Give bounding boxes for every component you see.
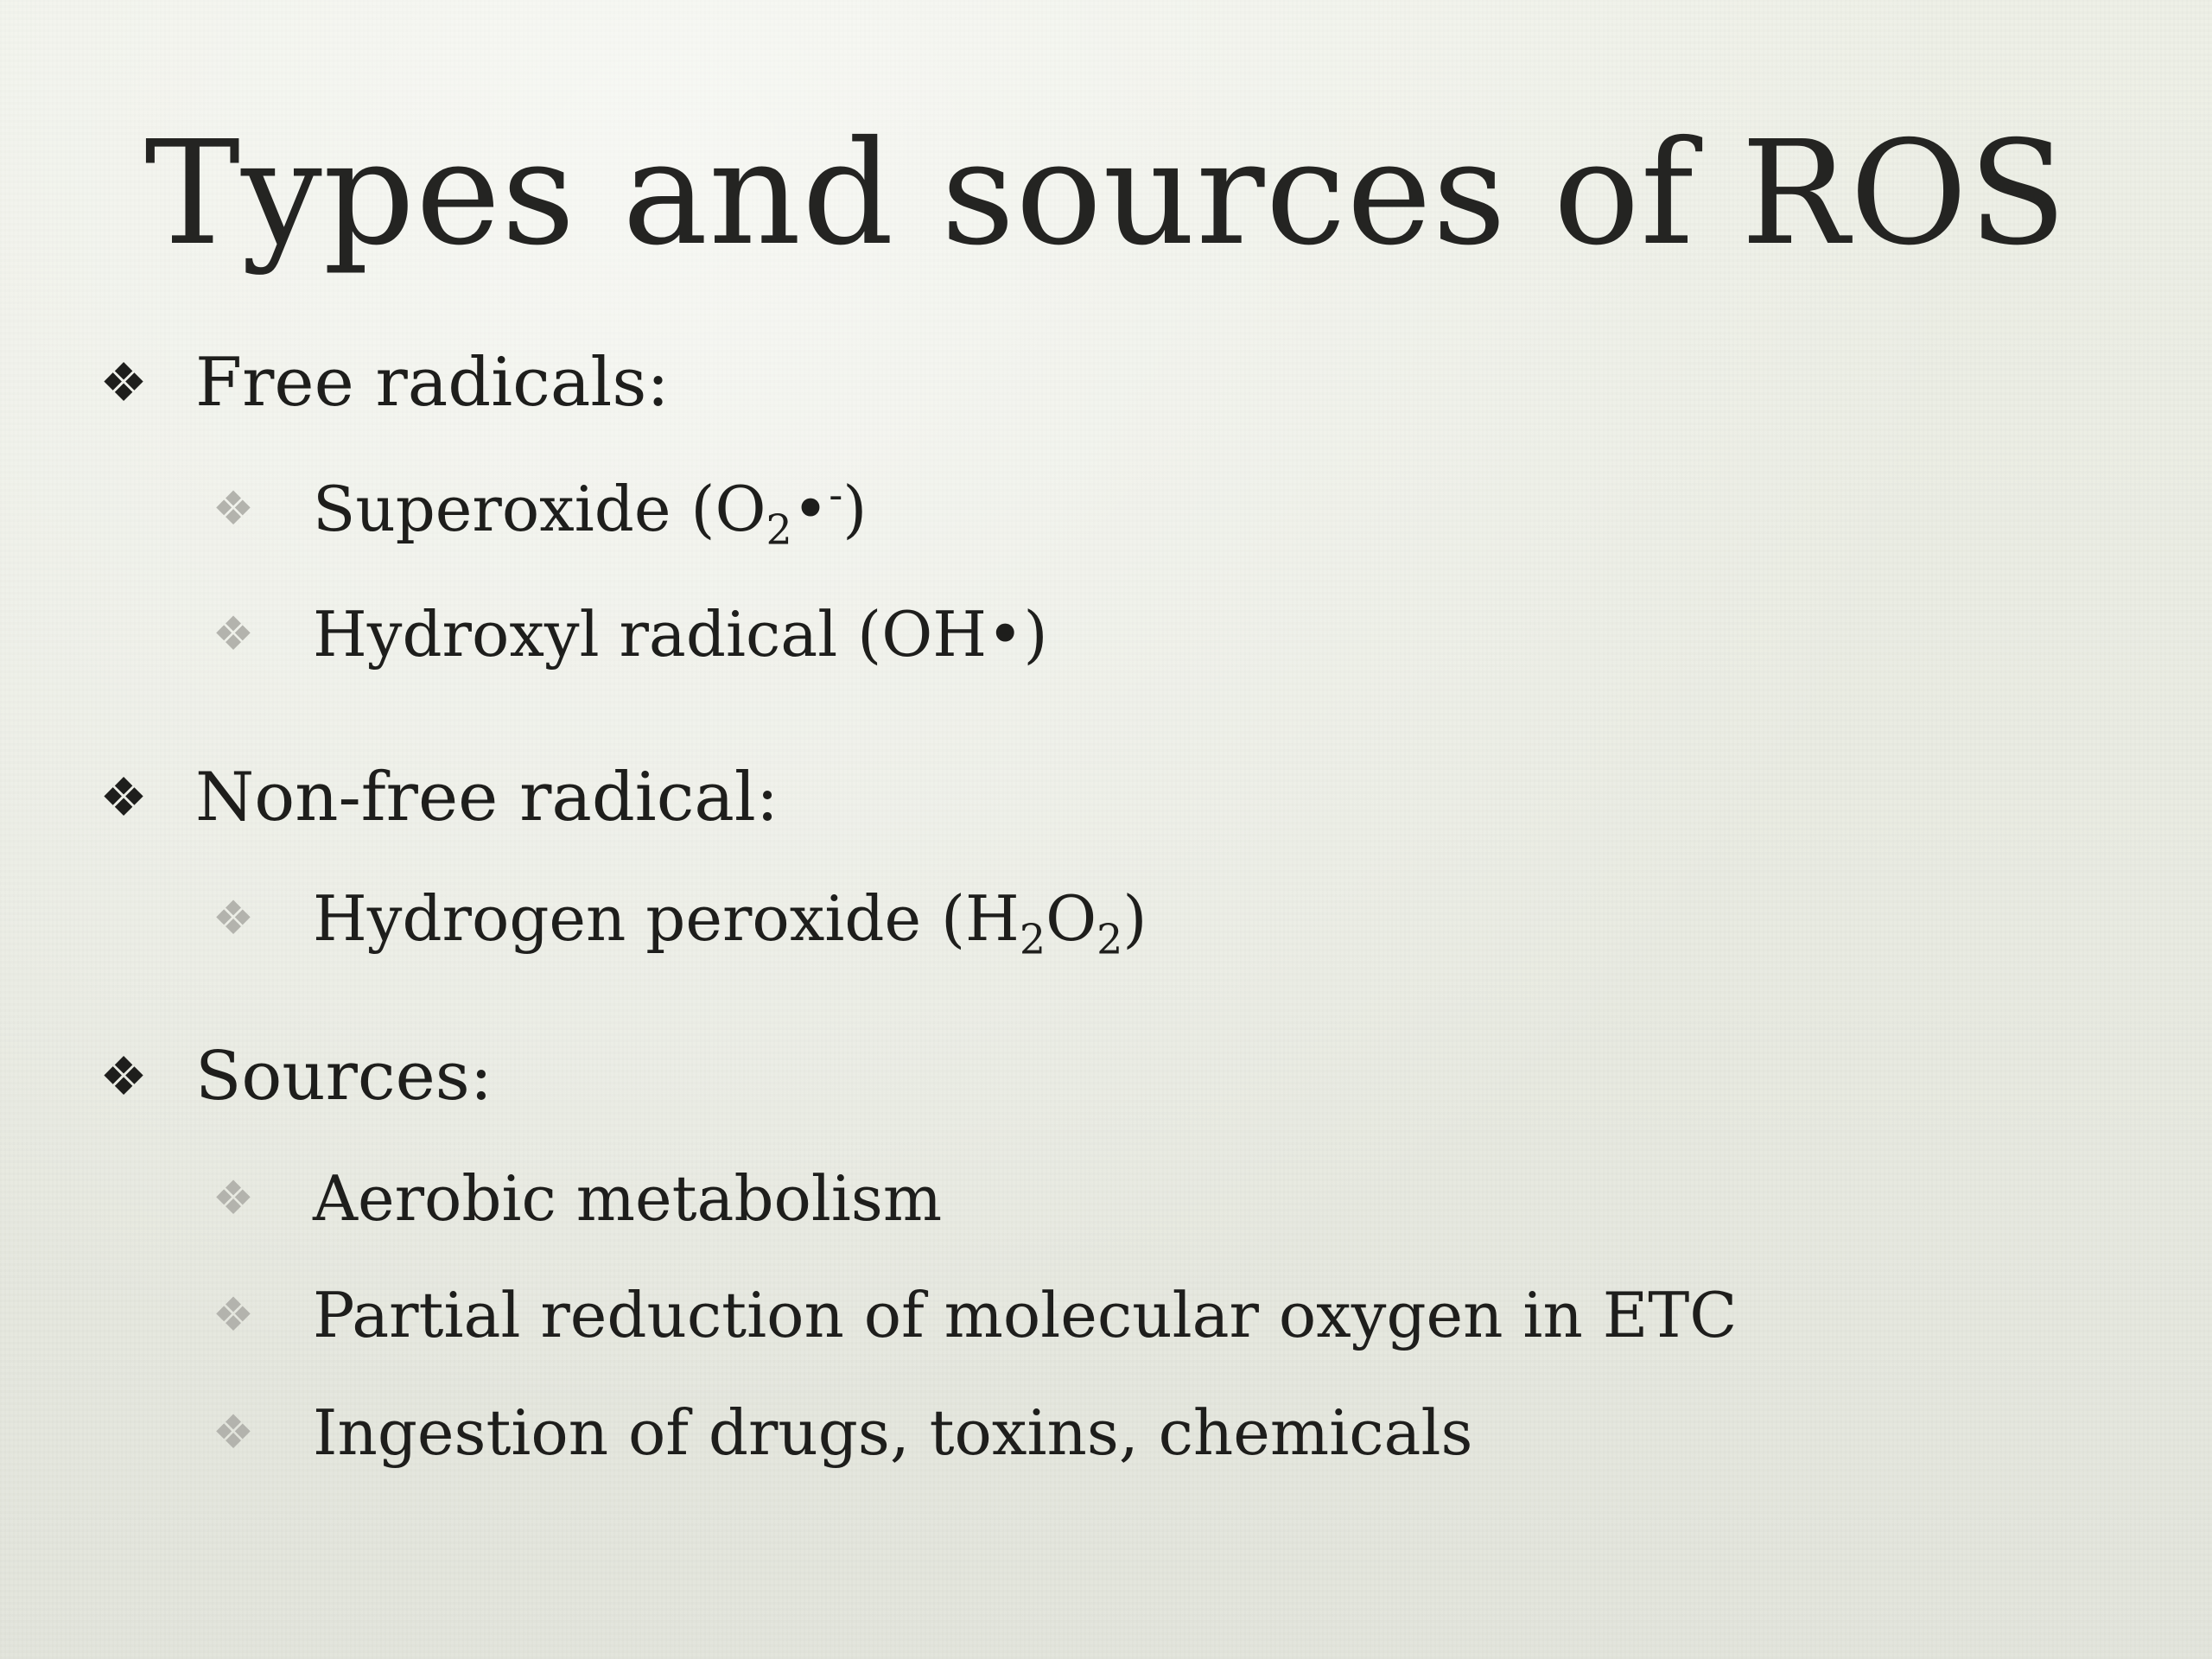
item-partial-reduction: [207, 1274, 1737, 1357]
item-hydrogen-peroxide-text: Hydrogen peroxide $(H_2O_2)$: [313, 882, 1147, 964]
heading-non-free-radical: Non-free radical:: [195, 759, 779, 836]
diamond-bullet-icon: ❖: [99, 766, 148, 829]
diamond-bullet-icon: ❖: [212, 1405, 255, 1459]
diamond-bullet-icon: ❖: [212, 1171, 255, 1225]
item-aerobic-metabolism-text: Aerobic metabolism: [313, 1162, 943, 1235]
diamond-bullet-icon: ❖: [212, 1287, 255, 1342]
item-partial-reduction-text: Partial reduction of molecular oxygen in ETC: [313, 1279, 1738, 1351]
diamond-bullet-icon: ❖: [212, 607, 255, 661]
diamond-bullet-icon: ❖: [212, 891, 255, 945]
diamond-bullet-icon: ❖: [99, 1045, 148, 1108]
item-superoxide-text: Superoxide $(O_2•^-)$: [313, 472, 868, 555]
item-superoxide: [207, 467, 868, 555]
item-hydrogen-peroxide: [207, 877, 1147, 964]
heading-sources: Sources:: [195, 1038, 493, 1116]
item-aerobic-metabolism: [207, 1157, 942, 1240]
bullet-sources: [93, 1033, 493, 1120]
slide-title: Types and sources of ROS: [144, 111, 2068, 277]
diamond-bullet-icon: ❖: [212, 481, 255, 536]
bullet-non-free-radical: [93, 754, 779, 841]
item-ingestion-text: Ingestion of drugs, toxins, chemicals: [313, 1396, 1473, 1469]
item-hydroxyl-text: Hydroxyl radical (OH•): [313, 598, 1048, 671]
item-ingestion: [207, 1391, 1472, 1474]
bullet-free-radicals: [93, 340, 670, 426]
heading-free-radicals: Free radicals:: [195, 344, 670, 422]
diamond-bullet-icon: ❖: [99, 351, 148, 414]
item-hydroxyl: [207, 593, 1048, 676]
